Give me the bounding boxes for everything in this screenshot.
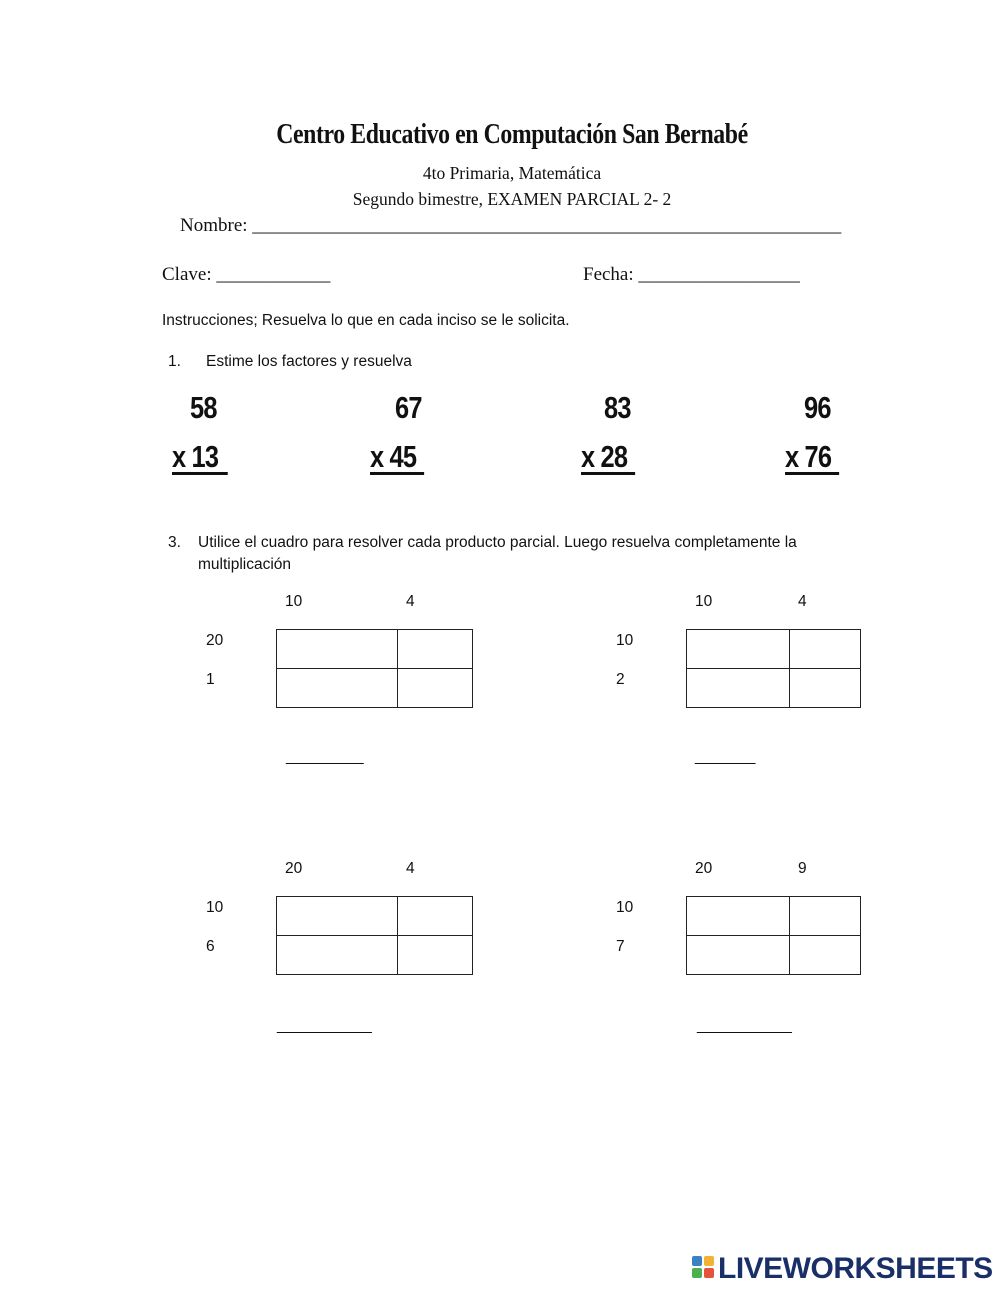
problem1-bottom: x 13 bbox=[172, 442, 228, 475]
grid4-col2-label: 9 bbox=[798, 860, 807, 877]
grid1-cell[interactable] bbox=[277, 630, 398, 669]
grid3-col1-label: 20 bbox=[285, 860, 303, 877]
grid3-row1-label: 10 bbox=[206, 899, 224, 916]
grid3-row2-label: 6 bbox=[206, 938, 215, 955]
grid4-table bbox=[686, 896, 861, 975]
grid3-table bbox=[276, 896, 473, 975]
grid2-cell[interactable] bbox=[687, 669, 790, 708]
grid2-row1-label: 10 bbox=[616, 632, 634, 649]
grid1-col1-label: 10 bbox=[285, 593, 303, 610]
grid4-row2-label: 7 bbox=[616, 938, 625, 955]
problem4-bottom: x 76 bbox=[785, 442, 839, 475]
problem2-bottom: x 45 bbox=[370, 442, 424, 475]
grid3-cell[interactable] bbox=[277, 897, 398, 936]
grid3-cell[interactable] bbox=[277, 936, 398, 975]
grid2-cell[interactable] bbox=[687, 630, 790, 669]
grid1-cell[interactable] bbox=[277, 669, 398, 708]
grid4-col1-label: 20 bbox=[695, 860, 713, 877]
problem1-top: 58 bbox=[190, 390, 217, 425]
grid4-cell[interactable] bbox=[687, 936, 790, 975]
grid2-answer-line[interactable]: _______ bbox=[695, 748, 756, 765]
section1-title: Estime los factores y resuelva bbox=[206, 353, 412, 370]
grid1-col2-label: 4 bbox=[406, 593, 415, 610]
section3-title-line1: Utilice el cuadro para resolver cada producto parcial. Luego resuelva completamente la bbox=[198, 534, 797, 551]
grid2-cell[interactable] bbox=[790, 630, 861, 669]
page-title: Centro Educativo en Computación San Bernabé bbox=[276, 118, 748, 150]
section1-number: 1. bbox=[168, 353, 181, 370]
grid1-row1-label: 20 bbox=[206, 632, 224, 649]
problem2-top: 67 bbox=[395, 390, 422, 425]
grid4-row1-label: 10 bbox=[616, 899, 634, 916]
grid2-col2-label: 4 bbox=[798, 593, 807, 610]
grid4-cell[interactable] bbox=[687, 897, 790, 936]
grid1-row2-label: 1 bbox=[206, 671, 215, 688]
grid3-answer-line[interactable]: ___________ bbox=[277, 1017, 372, 1034]
section3-number: 3. bbox=[168, 534, 181, 551]
brand-name: LIVEWORKSHEETS bbox=[718, 1252, 993, 1285]
problem4-top: 96 bbox=[804, 390, 831, 425]
fecha-field[interactable]: Fecha: _________________ bbox=[583, 264, 800, 285]
instructions: Instrucciones; Resuelva lo que en cada inciso se le solicita. bbox=[162, 312, 570, 329]
exam-subtitle: Segundo bimestre, EXAMEN PARCIAL 2- 2 bbox=[352, 189, 672, 209]
grid1-table bbox=[276, 629, 473, 708]
grid4-cell[interactable] bbox=[790, 897, 861, 936]
grid2-table bbox=[686, 629, 861, 708]
grade-subtitle: 4to Primaria, Matemática bbox=[422, 163, 602, 183]
grid3-cell[interactable] bbox=[398, 936, 473, 975]
grid1-cell[interactable] bbox=[398, 669, 473, 708]
grid2-cell[interactable] bbox=[790, 669, 861, 708]
problem3-bottom: x 28 bbox=[581, 442, 635, 475]
problem3-top: 83 bbox=[604, 390, 631, 425]
grid3-cell[interactable] bbox=[398, 897, 473, 936]
grid4-answer-line[interactable]: ___________ bbox=[697, 1017, 792, 1034]
grid3-col2-label: 4 bbox=[406, 860, 415, 877]
liveworksheets-logo-icon bbox=[692, 1256, 716, 1280]
grid1-cell[interactable] bbox=[398, 630, 473, 669]
name-field[interactable]: Nombre: ______________________________________________________________ bbox=[180, 215, 842, 236]
grid2-row2-label: 2 bbox=[616, 671, 625, 688]
grid2-col1-label: 10 bbox=[695, 593, 713, 610]
clave-field[interactable]: Clave: ____________ bbox=[162, 264, 331, 285]
grid1-answer-line[interactable]: _________ bbox=[286, 748, 364, 765]
section3-title-line2: multiplicación bbox=[198, 556, 292, 573]
grid4-cell[interactable] bbox=[790, 936, 861, 975]
